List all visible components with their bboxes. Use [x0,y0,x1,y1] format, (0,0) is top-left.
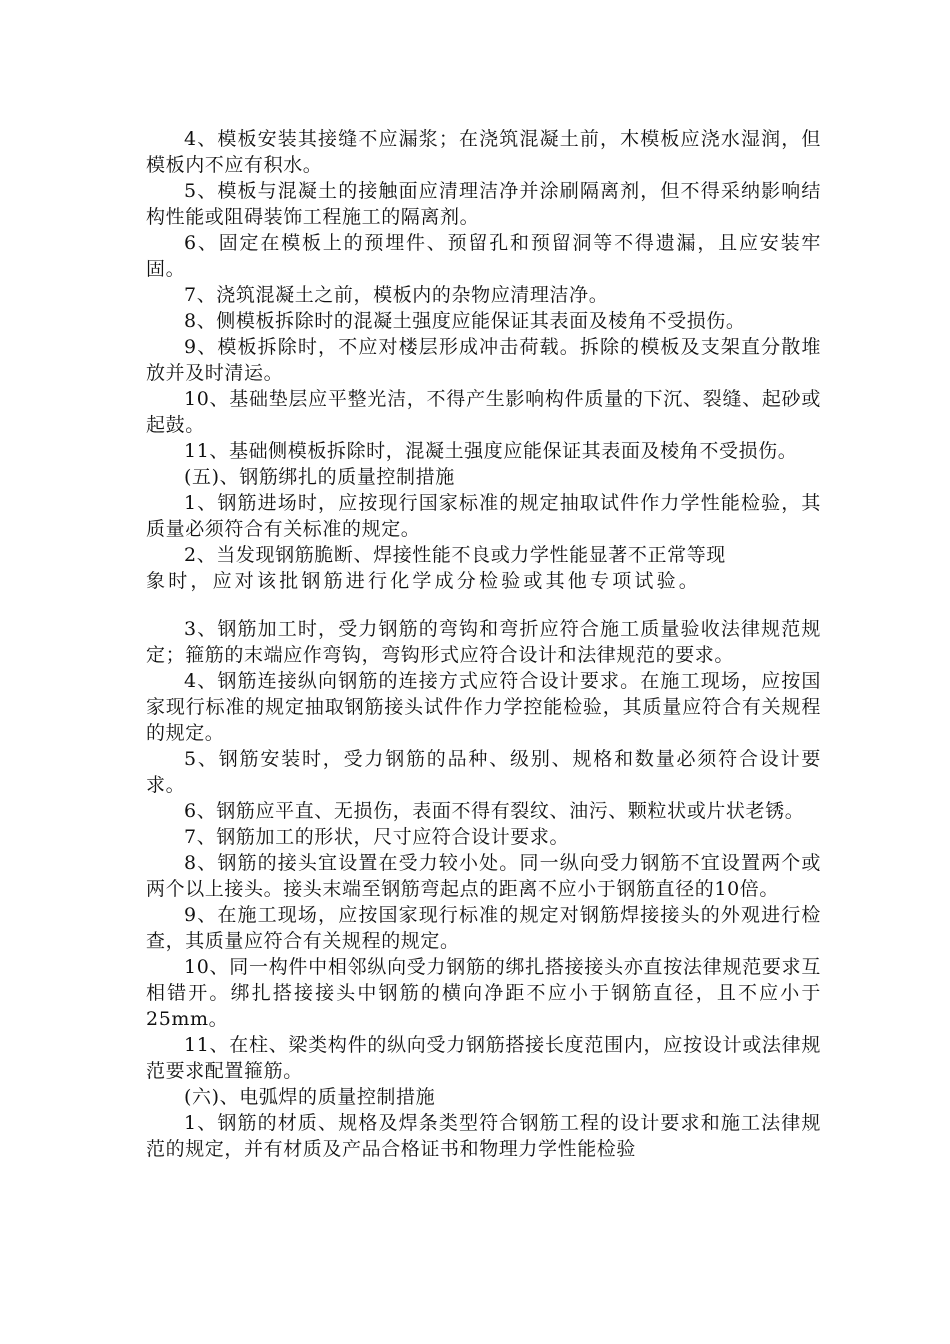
paragraph-form-removal-load: 9、模板拆除时，不应对楼层形成冲击荷载。拆除的模板及支架直分散堆放并及时清运。 [146,336,821,384]
paragraph-formwork-joints: 4、模板安装其接缝不应漏浆；在浇筑混凝土前，木模板应浇水湿润，但模板内不应有积水。 [146,128,821,176]
paragraph-rebar-straightness: 6、钢筋应平直、无损伤，表面不得有裂纹、油污、颗粒状或片状老锈。 [184,800,805,822]
paragraph-lap-splice: 10、同一构件中相邻纵向受力钢筋的绑扎搭接接头亦直按法律规范要求互相错开。绑扎搭接接头中钢筋的横向净距不应小于钢筋直径，且不应小于25mm。 [146,956,821,1030]
paragraph-weld-inspection: 9、在施工现场，应按国家现行标准的规定对钢筋焊接接头的外观进行检查，其质量应符合有关规程的规定。 [146,904,821,952]
paragraph-welding-materials: 1、钢筋的材质、规格及焊条类型符合钢筋工程的设计要求和施工法律规范的规定，并有材质及产品合格证书和物理力学性能检验 [146,1112,821,1160]
paragraph-rebar-processing: 3、钢筋加工时，受力钢筋的弯钩和弯折应符合施工质量验收法律规范规定；箍筋的末端应作弯钩，弯钩形式应符合设计和法律规范的要求。 [146,618,821,666]
section-heading-arc-welding: (六)、电弧焊的质量控制措施 [184,1086,436,1108]
paragraph-base-cushion: 10、基础垫层应平整光洁，不得产生影响构件质量的下沉、裂缝、起砂或起鼓。 [146,388,821,436]
paragraph-release-agent: 5、模板与混凝土的接触面应清理洁净并涂刷隔离剂，但不得采纳影响结构性能或阻碍装饰工程施工的隔离剂。 [146,180,821,228]
paragraph-rebar-installation: 5、钢筋安装时，受力钢筋的品种、级别、规格和数量必须符合设计要求。 [146,748,821,796]
paragraph-embedded-parts: 6、固定在模板上的预埋件、预留孔和预留洞等不得遗漏，且应安装牢固。 [146,232,821,280]
paragraph-base-side-form: 11、基础侧模板拆除时，混凝土强度应能保证其表面及棱角不受损伤。 [184,440,798,462]
paragraph-rebar-shape: 7、钢筋加工的形状，尺寸应符合设计要求。 [184,826,570,848]
paragraph-rebar-entry: 1、钢筋进场时，应按现行国家标准的规定抽取试件作力学性能检验，其质量必须符合有关标准的规定。 [146,492,821,540]
paragraph-debris-cleaning: 7、浇筑混凝土之前，模板内的杂物应清理洁净。 [184,284,609,306]
paragraph-brittle-fracture-line2: 象时，应对该批钢筋进行化学成分检验或其他专项试验。 [146,570,702,592]
paragraph-rebar-joints: 8、钢筋的接头宜设置在受力较小处。同一纵向受力钢筋不宜设置两个或两个以上接头。接头末端至钢筋弯起点的距离不应小于钢筋直径的10倍。 [146,852,821,900]
paragraph-brittle-fracture-line1: 2、当发现钢筋脆断、焊接性能不良或力学性能显著不正常等现 [184,544,726,566]
paragraph-rebar-connection: 4、钢筋连接纵向钢筋的连接方式应符合设计要求。在施工现场，应按国家现行标准的规定抽取钢筋接头试件作力学控能检验，其质量应符合有关规程的规定。 [146,670,821,744]
section-heading-rebar-binding: (五)、钢筋绑扎的质量控制措施 [184,466,455,488]
document-body [146,126,821,1162]
paragraph-stirrups: 11、在柱、梁类构件的纵向受力钢筋搭接长度范围内，应按设计或法律规范要求配置箍筋。 [146,1034,821,1082]
paragraph-side-form-removal: 8、侧模板拆除时的混凝土强度应能保证其表面及棱角不受损伤。 [184,310,746,332]
